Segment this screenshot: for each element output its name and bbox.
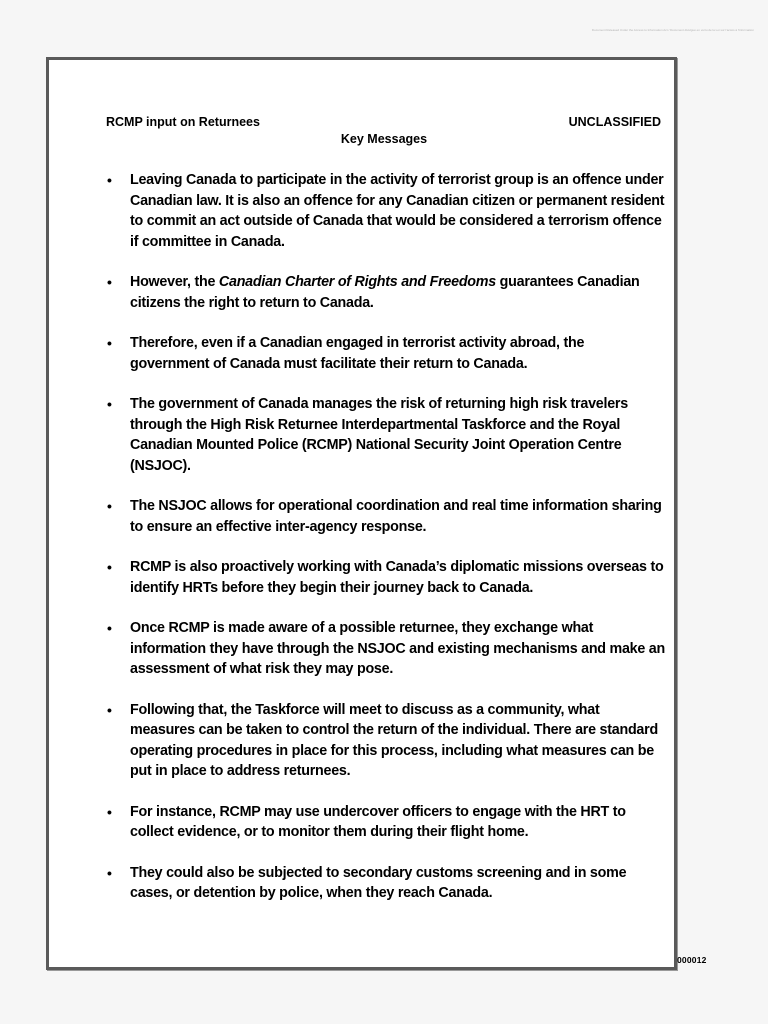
document-title: RCMP input on Returnees xyxy=(106,115,260,129)
key-message-item xyxy=(106,272,666,313)
charter-title: Canadian Charter of Rights and Freedoms xyxy=(218,274,496,290)
key-message-item: • Therefore, even if a Canadian engaged in terrorist activity abroad, the government of Canada must facilitate their return to Canada. xyxy=(106,333,666,374)
document-subtitle: Key Messages xyxy=(340,132,428,146)
key-message-item: • Leaving Canada to participate in the activity of terrorist group is an offence under Canadian law. It is also an offence for any Canadian citizen or permanent resident to commit an act outside of Canada that would be considered a terrorism offence if committee in Canada. xyxy=(106,170,666,252)
key-message-text: However, the xyxy=(130,274,219,290)
key-message-text: guarantees Canadian citizens the right to return to Canada. xyxy=(130,274,640,311)
key-message-item: • The government of Canada manages the risk of returning high risk travelers through the High Risk Returnee Interdepartmental Taskforce and the Royal Canadian Mounted Police (RCMP) National Security Joint Operation Centre (NSJOC). xyxy=(106,394,666,476)
key-message-item: • Once RCMP is made aware of a possible returnee, they exchange what information they have through the NSJOC and existing mechanisms and make an assessment of what risk they may pose. xyxy=(106,618,666,680)
page-number: 000012 xyxy=(677,955,707,965)
key-messages-list xyxy=(106,170,666,924)
key-message-item: • Following that, the Taskforce will meet to discuss as a community, what measures can be taken to control the return of the individual. There are standard operating procedures in place for this process, including what measures can be put in place to address returnees. xyxy=(106,700,666,782)
release-stamp: Document Released Under the Access to Information Act / Document divulgué en vertu de la Loi sur l'accès à l'information xyxy=(591,28,754,32)
classification-label: UNCLASSIFIED xyxy=(568,115,661,129)
key-message-item: • RCMP is also proactively working with Canada’s diplomatic missions overseas to identify HRTs before they begin their journey back to Canada. xyxy=(106,557,666,598)
key-message-item: • For instance, RCMP may use undercover officers to engage with the HRT to collect evidence, or to monitor them during their flight home. xyxy=(106,802,666,843)
key-message-item: • The NSJOC allows for operational coordination and real time information sharing to ensure an effective inter-agency response. xyxy=(106,496,666,537)
key-message-item: • They could also be subjected to secondary customs screening and in some cases, or detention by police, when they reach Canada. xyxy=(106,863,666,904)
